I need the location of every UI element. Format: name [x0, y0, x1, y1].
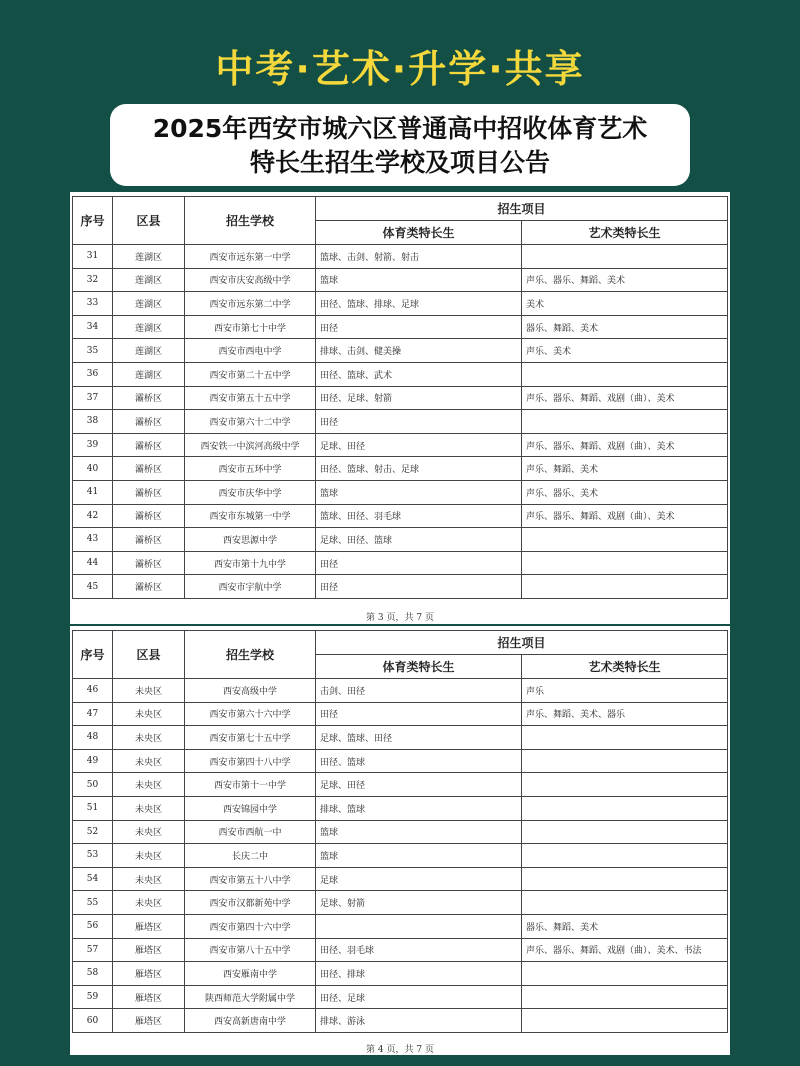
- table-row: [73, 551, 728, 575]
- cell-no: 52: [73, 820, 113, 844]
- enrollment-table: [72, 196, 728, 599]
- cell-no: 45: [73, 575, 113, 599]
- cell-arts: 声乐、美术: [522, 339, 728, 363]
- table-row: [73, 575, 728, 599]
- cell-no: 51: [73, 796, 113, 820]
- table-row: [73, 315, 728, 339]
- table-row: [73, 1009, 728, 1033]
- cell-sports: 田径: [316, 551, 522, 575]
- cell-arts: 声乐、舞蹈、美术、器乐: [522, 702, 728, 726]
- cell-sports: 田径: [316, 410, 522, 434]
- cell-school: 西安市第七十五中学: [185, 726, 316, 750]
- cell-school: 西安市西电中学: [185, 339, 316, 363]
- header-arts: 艺术类特长生: [522, 221, 728, 245]
- cell-school: 西安市五环中学: [185, 457, 316, 481]
- cell-no: 43: [73, 528, 113, 552]
- cell-no: 35: [73, 339, 113, 363]
- cell-arts: 美术: [522, 292, 728, 316]
- cell-sports: 田径: [316, 575, 522, 599]
- cell-arts: 声乐: [522, 679, 728, 703]
- cell-sports: 篮球: [316, 820, 522, 844]
- cell-sports: 篮球、击剑、射箭、射击: [316, 245, 522, 269]
- cell-sports: 田径、排球: [316, 962, 522, 986]
- cell-school: 西安市东城第一中学: [185, 504, 316, 528]
- cell-school: 西安市第四十八中学: [185, 749, 316, 773]
- cell-sports: 足球、篮球、田径: [316, 726, 522, 750]
- cell-no: 53: [73, 844, 113, 868]
- cell-sports: 田径、篮球、排球、足球: [316, 292, 522, 316]
- cell-sports: 田径、篮球: [316, 749, 522, 773]
- header-arts: 艺术类特长生: [522, 655, 728, 679]
- cell-arts: 声乐、舞蹈、美术: [522, 457, 728, 481]
- cell-school: 西安高新唐南中学: [185, 1009, 316, 1033]
- table-row: [73, 796, 728, 820]
- cell-district: 莲湖区: [113, 339, 185, 363]
- cell-no: 36: [73, 362, 113, 386]
- cell-no: 41: [73, 480, 113, 504]
- cell-no: 40: [73, 457, 113, 481]
- cell-district: 莲湖区: [113, 362, 185, 386]
- cell-school: 西安市第六十六中学: [185, 702, 316, 726]
- cell-no: 32: [73, 268, 113, 292]
- table-row: [73, 891, 728, 915]
- cell-arts: [522, 245, 728, 269]
- table-row: [73, 504, 728, 528]
- cell-sports: 田径、足球: [316, 985, 522, 1009]
- cell-school: 西安铁一中滨河高级中学: [185, 433, 316, 457]
- cell-district: 灞桥区: [113, 410, 185, 434]
- cell-no: 34: [73, 315, 113, 339]
- cell-school: 西安市远东第二中学: [185, 292, 316, 316]
- cell-school: 西安思源中学: [185, 528, 316, 552]
- cell-arts: [522, 551, 728, 575]
- table-row: [73, 962, 728, 986]
- cell-district: 未央区: [113, 702, 185, 726]
- cell-district: 灞桥区: [113, 551, 185, 575]
- header-school: 招生学校: [185, 631, 316, 679]
- cell-sports: 足球、射箭: [316, 891, 522, 915]
- cell-district: 雁塔区: [113, 1009, 185, 1033]
- cell-sports: 田径: [316, 315, 522, 339]
- cell-district: 未央区: [113, 749, 185, 773]
- table-row: [73, 362, 728, 386]
- table-row: [73, 339, 728, 363]
- cell-no: 38: [73, 410, 113, 434]
- cell-school: 西安市第五十八中学: [185, 867, 316, 891]
- cell-district: 莲湖区: [113, 315, 185, 339]
- cell-no: 39: [73, 433, 113, 457]
- cell-no: 50: [73, 773, 113, 797]
- table-row: [73, 268, 728, 292]
- cell-sports: 田径、篮球、射击、足球: [316, 457, 522, 481]
- header-school: 招生学校: [185, 197, 316, 245]
- cell-school: 西安市第七十中学: [185, 315, 316, 339]
- cell-arts: [522, 962, 728, 986]
- cell-arts: [522, 528, 728, 552]
- header-no: 序号: [73, 197, 113, 245]
- enrollment-table: [72, 630, 728, 1033]
- cell-sports: 足球、田径、篮球: [316, 528, 522, 552]
- cell-district: 灞桥区: [113, 433, 185, 457]
- cell-sports: 排球、击剑、健美操: [316, 339, 522, 363]
- cell-district: 未央区: [113, 820, 185, 844]
- cell-sports: 篮球: [316, 844, 522, 868]
- table-row: [73, 726, 728, 750]
- cell-arts: [522, 891, 728, 915]
- cell-sports: 篮球: [316, 268, 522, 292]
- cell-arts: 声乐、器乐、舞蹈、戏剧（曲）、美术、书法: [522, 938, 728, 962]
- cell-arts: 声乐、器乐、美术: [522, 480, 728, 504]
- cell-arts: 声乐、器乐、舞蹈、戏剧（曲）、美术: [522, 504, 728, 528]
- header-sports: 体育类特长生: [316, 221, 522, 245]
- header-no: 序号: [73, 631, 113, 679]
- cell-sports: 足球: [316, 867, 522, 891]
- cell-arts: [522, 985, 728, 1009]
- cell-district: 莲湖区: [113, 292, 185, 316]
- cell-school: 西安市西航一中: [185, 820, 316, 844]
- announcement-title-line1: 2025年西安市城六区普通高中招收体育艺术: [152, 114, 648, 143]
- table-row: [73, 867, 728, 891]
- cell-no: 44: [73, 551, 113, 575]
- header-program: 招生项目: [316, 631, 728, 655]
- cell-no: 33: [73, 292, 113, 316]
- cell-school: 陕西师范大学附属中学: [185, 985, 316, 1009]
- banner-title: 中考·艺术·升学·共享: [215, 47, 585, 91]
- page-footer: 第 4 页，共 7 页: [366, 1045, 434, 1055]
- header-program: 招生项目: [316, 197, 728, 221]
- cell-school: 西安市第八十五中学: [185, 938, 316, 962]
- table-row: [73, 749, 728, 773]
- cell-sports: 田径、篮球、武术: [316, 362, 522, 386]
- cell-school: 西安市宇航中学: [185, 575, 316, 599]
- cell-district: 灞桥区: [113, 504, 185, 528]
- header-district: 区县: [113, 631, 185, 679]
- table-row: [73, 938, 728, 962]
- cell-school: 西安市庆华中学: [185, 480, 316, 504]
- cell-district: 未央区: [113, 796, 185, 820]
- cell-district: 莲湖区: [113, 268, 185, 292]
- cell-no: 31: [73, 245, 113, 269]
- cell-arts: 器乐、舞蹈、美术: [522, 315, 728, 339]
- cell-school: 西安市第十九中学: [185, 551, 316, 575]
- cell-school: 西安市第二十五中学: [185, 362, 316, 386]
- cell-district: 未央区: [113, 867, 185, 891]
- cell-sports: 足球、田径: [316, 773, 522, 797]
- table-row: [73, 292, 728, 316]
- cell-school: 西安雁南中学: [185, 962, 316, 986]
- table-row: [73, 702, 728, 726]
- cell-school: 西安市庆安高级中学: [185, 268, 316, 292]
- table-row: [73, 820, 728, 844]
- cell-school: 长庆二中: [185, 844, 316, 868]
- table-row: [73, 480, 728, 504]
- document-page-3: [70, 192, 730, 624]
- cell-sports: 击剑、田径: [316, 679, 522, 703]
- cell-no: 59: [73, 985, 113, 1009]
- cell-arts: [522, 844, 728, 868]
- cell-sports: 田径: [316, 702, 522, 726]
- cell-no: 47: [73, 702, 113, 726]
- cell-arts: [522, 749, 728, 773]
- document-page-4: [70, 626, 730, 1055]
- cell-arts: [522, 820, 728, 844]
- header-sports: 体育类特长生: [316, 655, 522, 679]
- announcement-title-line2: 特长生招生学校及项目公告: [249, 148, 550, 177]
- table-row: [73, 245, 728, 269]
- cell-arts: 器乐、舞蹈、美术: [522, 914, 728, 938]
- cell-district: 灞桥区: [113, 386, 185, 410]
- cell-no: 37: [73, 386, 113, 410]
- table-row: [73, 679, 728, 703]
- cell-sports: 排球、游泳: [316, 1009, 522, 1033]
- cell-no: 56: [73, 914, 113, 938]
- cell-district: 雁塔区: [113, 914, 185, 938]
- table-row: [73, 410, 728, 434]
- cell-school: 西安市第四十六中学: [185, 914, 316, 938]
- cell-district: 灞桥区: [113, 480, 185, 504]
- cell-district: 灞桥区: [113, 528, 185, 552]
- cell-arts: 声乐、器乐、舞蹈、戏剧（曲）、美术: [522, 386, 728, 410]
- cell-arts: [522, 796, 728, 820]
- cell-no: 48: [73, 726, 113, 750]
- cell-arts: 声乐、器乐、舞蹈、美术: [522, 268, 728, 292]
- cell-no: 58: [73, 962, 113, 986]
- header-district: 区县: [113, 197, 185, 245]
- cell-district: 未央区: [113, 844, 185, 868]
- cell-district: 莲湖区: [113, 245, 185, 269]
- cell-sports: [316, 914, 522, 938]
- cell-arts: [522, 726, 728, 750]
- cell-district: 未央区: [113, 891, 185, 915]
- table-row: [73, 844, 728, 868]
- cell-district: 雁塔区: [113, 985, 185, 1009]
- cell-school: 西安市第六十二中学: [185, 410, 316, 434]
- cell-district: 未央区: [113, 773, 185, 797]
- cell-arts: 声乐、器乐、舞蹈、戏剧（曲）、美术: [522, 433, 728, 457]
- cell-arts: [522, 575, 728, 599]
- cell-no: 42: [73, 504, 113, 528]
- cell-district: 雁塔区: [113, 962, 185, 986]
- cell-sports: 篮球: [316, 480, 522, 504]
- cell-no: 54: [73, 867, 113, 891]
- cell-school: 西安市第十一中学: [185, 773, 316, 797]
- cell-school: 西安市汉都新苑中学: [185, 891, 316, 915]
- cell-arts: [522, 773, 728, 797]
- table-row: [73, 528, 728, 552]
- cell-sports: 足球、田径: [316, 433, 522, 457]
- announcement-title-card: [110, 104, 690, 186]
- cell-arts: [522, 410, 728, 434]
- cell-sports: 篮球、田径、羽毛球: [316, 504, 522, 528]
- cell-district: 未央区: [113, 726, 185, 750]
- table-row: [73, 773, 728, 797]
- table-row: [73, 914, 728, 938]
- cell-no: 46: [73, 679, 113, 703]
- table-row: [73, 985, 728, 1009]
- cell-no: 55: [73, 891, 113, 915]
- cell-district: 灞桥区: [113, 457, 185, 481]
- cell-no: 60: [73, 1009, 113, 1033]
- cell-no: 57: [73, 938, 113, 962]
- table-body: [73, 245, 728, 599]
- table-body: [73, 679, 728, 1033]
- cell-sports: 排球、篮球: [316, 796, 522, 820]
- cell-school: 西安高级中学: [185, 679, 316, 703]
- table-row: [73, 457, 728, 481]
- cell-arts: [522, 867, 728, 891]
- cell-no: 49: [73, 749, 113, 773]
- cell-district: 灞桥区: [113, 575, 185, 599]
- cell-district: 雁塔区: [113, 938, 185, 962]
- table-row: [73, 433, 728, 457]
- cell-district: 未央区: [113, 679, 185, 703]
- table-row: [73, 386, 728, 410]
- cell-school: 西安市远东第一中学: [185, 245, 316, 269]
- cell-sports: 田径、羽毛球: [316, 938, 522, 962]
- cell-sports: 田径、足球、射箭: [316, 386, 522, 410]
- cell-arts: [522, 362, 728, 386]
- cell-arts: [522, 1009, 728, 1033]
- cell-school: 西安锦园中学: [185, 796, 316, 820]
- cell-school: 西安市第五十五中学: [185, 386, 316, 410]
- page-footer: 第 3 页，共 7 页: [366, 613, 434, 623]
